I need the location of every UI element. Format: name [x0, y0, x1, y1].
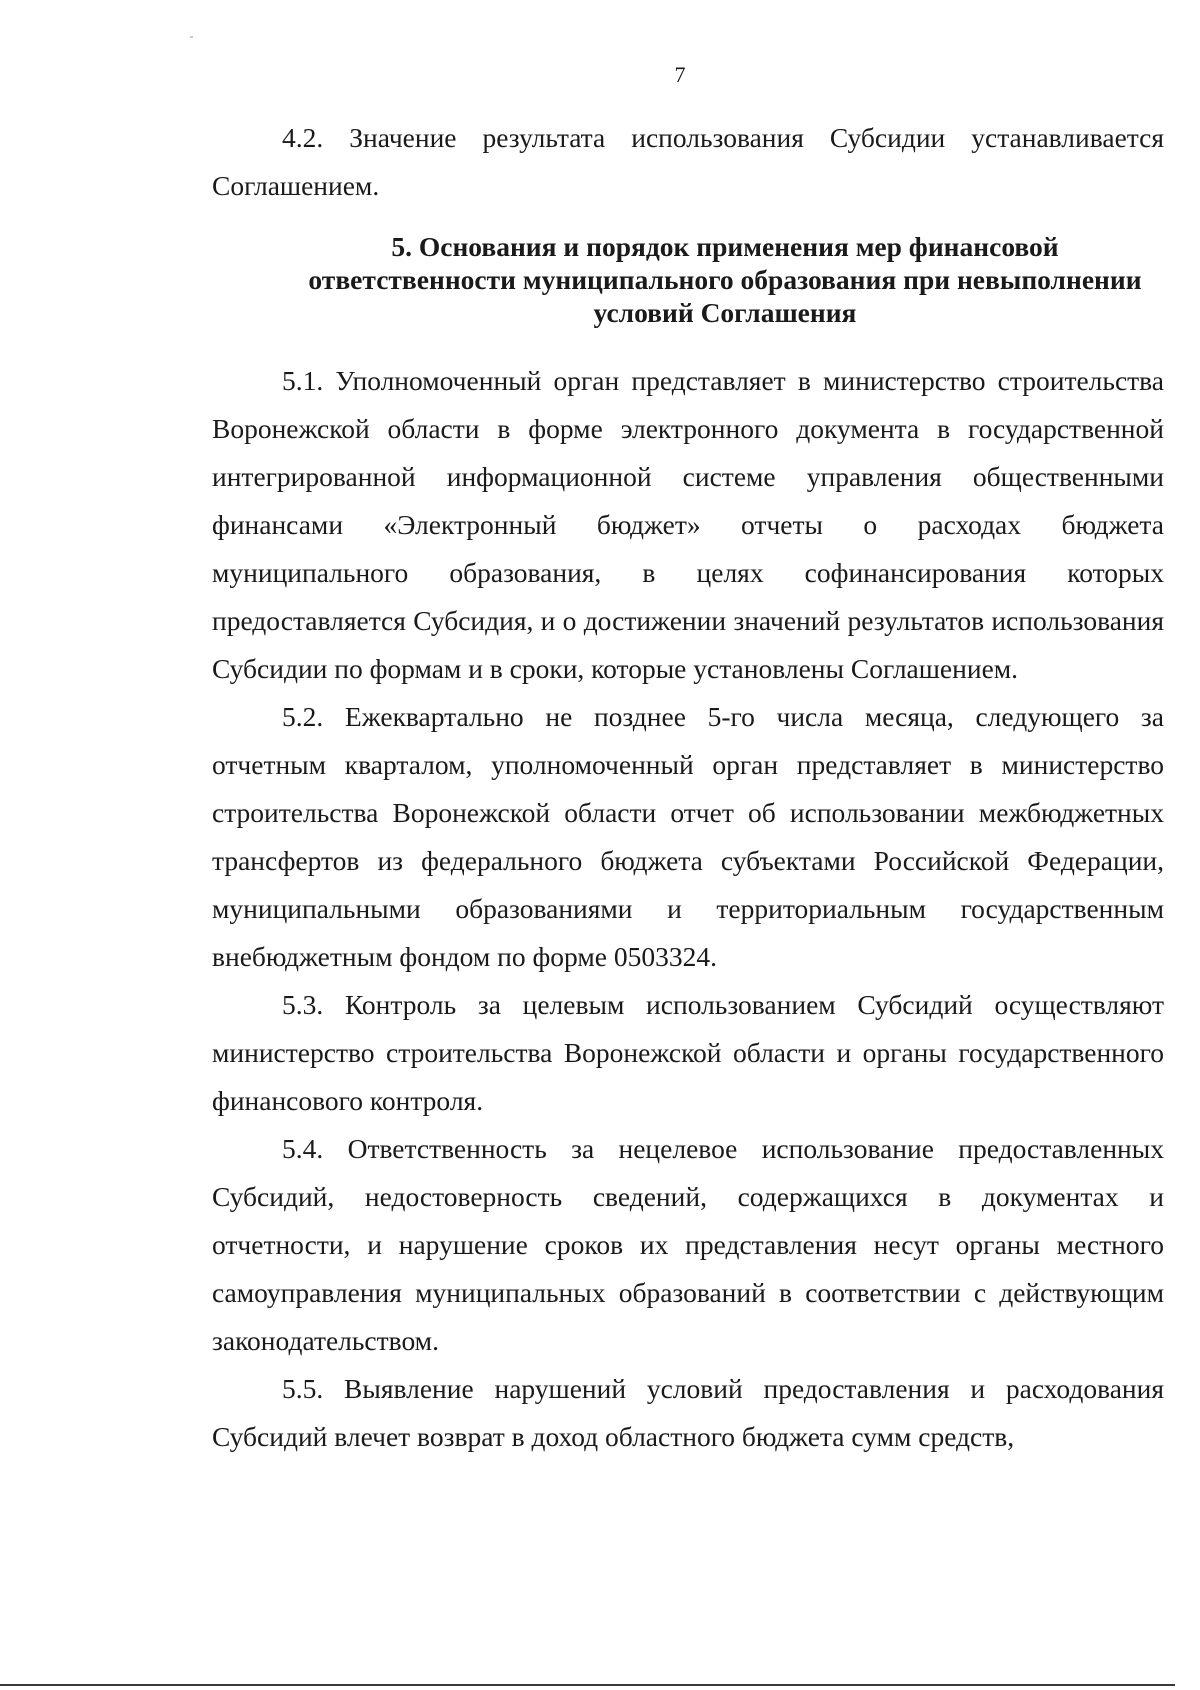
scan-artifact [190, 36, 193, 38]
paragraph-5-2: 5.2. Ежеквартально не позднее 5-го числа месяца, следующего за отчетным кварталом, уполномоченный орган представляет в министерство строительства Воронежской области отчет об использовании межбюджетных трансфертов из федерального бюджета субъектами Российской Федерации, муниципальными образованиями и территориальным государственным внебюджетным фондом по форме 0503324. [212, 701, 1164, 972]
document-body [212, 114, 1164, 1461]
paragraph-5-5: 5.5. Выявление нарушений условий предоставления и расходования Субсидий влечет возврат в доход областного бюджета сумм средств, [212, 1373, 1164, 1452]
page-number: 7 [674, 62, 686, 87]
section-heading: 5. Основания и порядок применения мер финансовой ответственности муниципального образования при невыполнении условий Соглашения [308, 231, 1142, 328]
page-bottom-rule [0, 1684, 1175, 1686]
paragraph-5-4: 5.4. Ответственность за нецелевое использование предоставленных Субсидий, недостоверность сведений, содержащихся в документах и отчетности, и нарушение сроков их представления несут органы местного самоуправления муниципальных образований в соответствии с действующим законодательством. [212, 1133, 1164, 1356]
paragraph-5-3: 5.3. Контроль за целевым использованием Субсидий осуществляют министерство строительства Воронежской области и органы государственного финансового контроля. [212, 989, 1164, 1116]
paragraph-4-2: 4.2. Значение результата использования Субсидии устанавливается Соглашением. [212, 122, 1164, 201]
paragraph-5-1: 5.1. Уполномоченный орган представляет в министерство строительства Воронежской области в форме электронного документа в государственной интегрированной информационной системе управления общественными финансами «Электронный бюджет» отчеты о расходах бюджета муниципального образования, в целях софинансирования которых предоставляется Субсидия, и о достижении значений результатов использования Субсидии по формам и в сроки, которые установлены Соглашением. [212, 365, 1164, 684]
